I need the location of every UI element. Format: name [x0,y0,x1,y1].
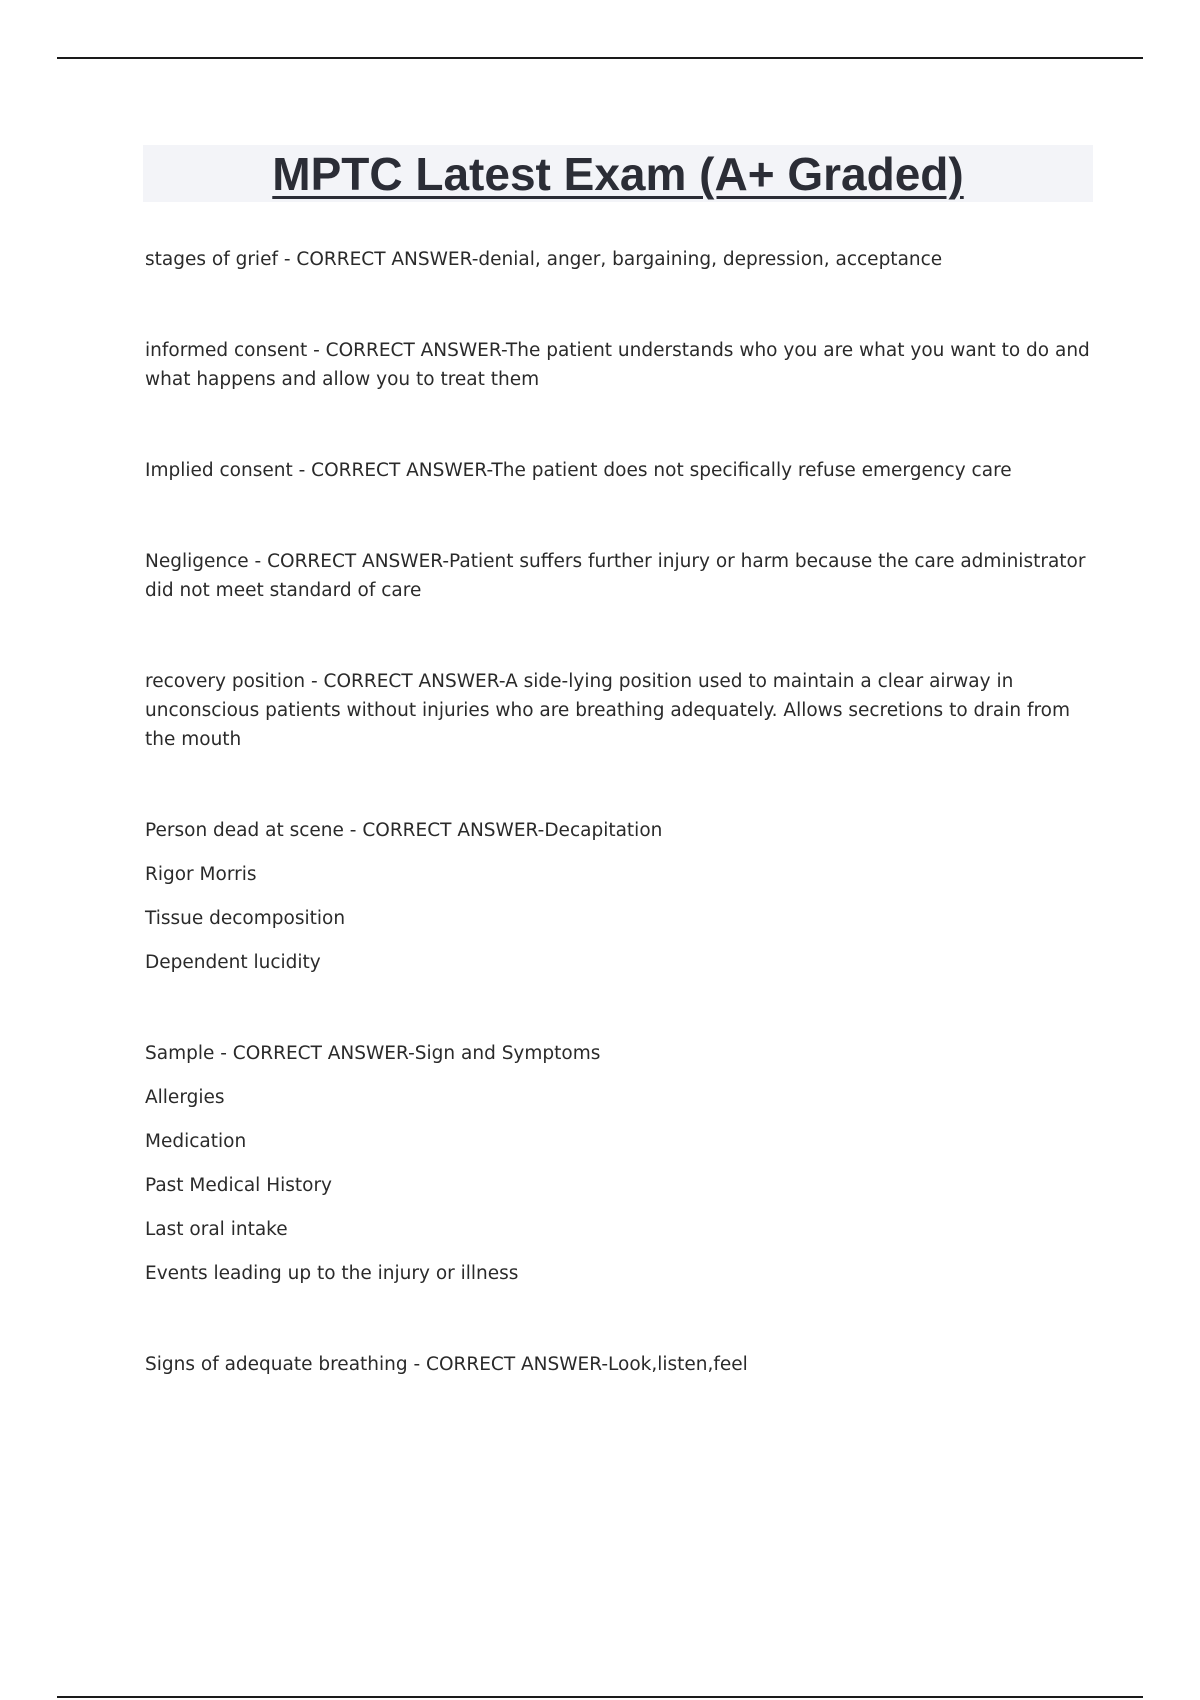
qa-line: Tissue decomposition [145,908,346,929]
qa-line: Dependent lucidity [145,952,321,973]
qa-line: Allergies [145,1087,225,1108]
qa-line: Events leading up to the injury or illness [145,1263,519,1284]
qa-entry [145,667,1095,754]
qa-text: informed consent - CORRECT ANSWER-The patient understands who you are what you want to do and what happens and allow you to treat them [145,340,1090,390]
qa-list [145,245,1095,1441]
bottom-divider [57,1696,1143,1698]
qa-text: stages of grief - CORRECT ANSWER-denial, anger, bargaining, depression, acceptance [145,249,943,270]
qa-entry [145,816,1095,977]
qa-text: Person dead at scene - CORRECT ANSWER-Decapitation [145,820,663,841]
top-divider [57,57,1143,59]
qa-entry [145,245,1095,274]
page-title: MPTC Latest Exam (A+ Graded) [272,147,964,200]
qa-line: Past Medical History [145,1175,333,1196]
qa-entry [145,336,1095,394]
qa-entry [145,1350,1095,1379]
qa-text: Negligence - CORRECT ANSWER-Patient suffers further injury or harm because the care administrator did not meet standard of care [145,551,1086,601]
qa-line: Rigor Morris [145,864,257,885]
qa-text: Signs of adequate breathing - CORRECT ANSWER-Look,listen,feel [145,1354,748,1375]
qa-entry [145,547,1095,605]
qa-text: Sample - CORRECT ANSWER-Sign and Symptoms [145,1043,601,1064]
title-banner [143,145,1093,202]
qa-entry [145,1039,1095,1288]
qa-line: Medication [145,1131,247,1152]
qa-text: recovery position - CORRECT ANSWER-A side-lying position used to maintain a clear airway in unconscious patients without injuries who are breathing adequately. Allows secretions to drain from the mouth [145,671,1070,750]
qa-text: Implied consent - CORRECT ANSWER-The patient does not specifically refuse emergency care [145,460,1012,481]
qa-entry [145,456,1095,485]
qa-line: Last oral intake [145,1219,288,1240]
